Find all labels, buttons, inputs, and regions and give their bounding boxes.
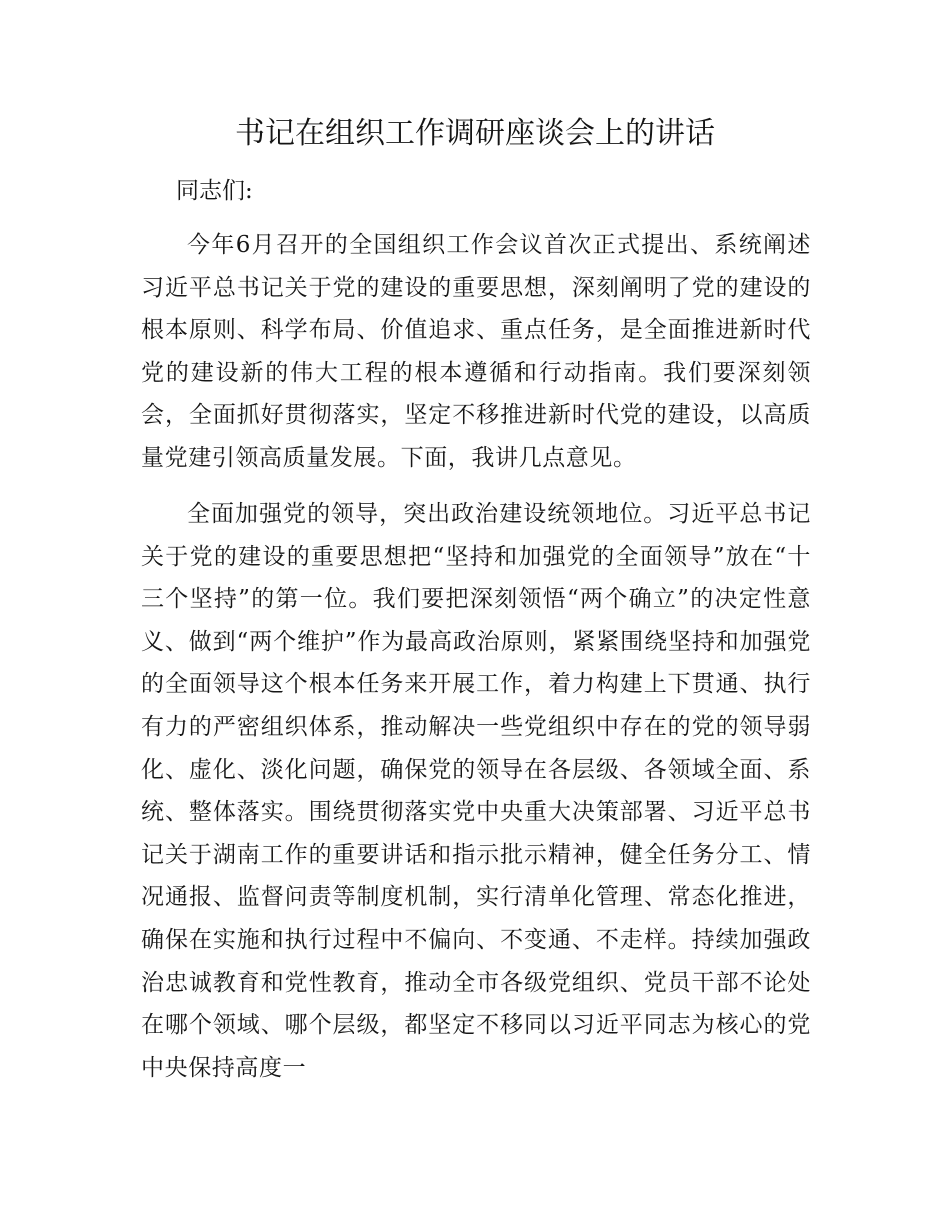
salutation: 同志们: <box>176 178 253 204</box>
paragraph-party-leadership: 全面加强党的领导，突出政治建设统领地位。习近平总书记关于党的建设的重要思想把“坚持和加强党的全面领导”放在“十三个坚持”的第一位。我们要把深刻领悟“两个确立”的决定性意义、做到“两个维护”作为最高政治原则，紧紧围绕坚持和加强党的全面领导这个根本任务来开展工作，着力构建上下贯通、执行有力的严密组织体系，推动解决一些党组织中存在的党的领导弱化、虚化、淡化问题，确保党的领导在各层级、各领域全面、系统、整体落实。围绕贯彻落实党中央重大决策部署、习近平总书记关于湖南工作的重要讲话和指示批示精神，健全任务分工、情况通报、监督问责等制度机制，实行清单化管理、常态化推进，确保在实施和执行过程中不偏向、不变通、不走样。持续加强政治忠诚教育和党性教育，推动全市各级党组织、党员干部不论处在哪个领域、哪个层级，都坚定不移同以习近平同志为核心的党中央保持高度一 <box>141 501 811 1081</box>
paragraph-intro: 今年6月召开的全国组织工作会议首次正式提出、系统阐述习近平总书记关于党的建设的重要思想，深刻阐明了党的建设的根本原则、科学布局、价值追求、重点任务，是全面推进新时代党的建设新的伟大工程的根本遵循和行动指南。我们要深刻领会，全面抓好贯彻落实，坚定不移推进新时代党的建设，以高质量党建引领高质量发展。下面，我讲几点意见。 <box>141 232 811 471</box>
document-title: 书记在组织工作调研座谈会上的讲话 <box>235 116 715 151</box>
